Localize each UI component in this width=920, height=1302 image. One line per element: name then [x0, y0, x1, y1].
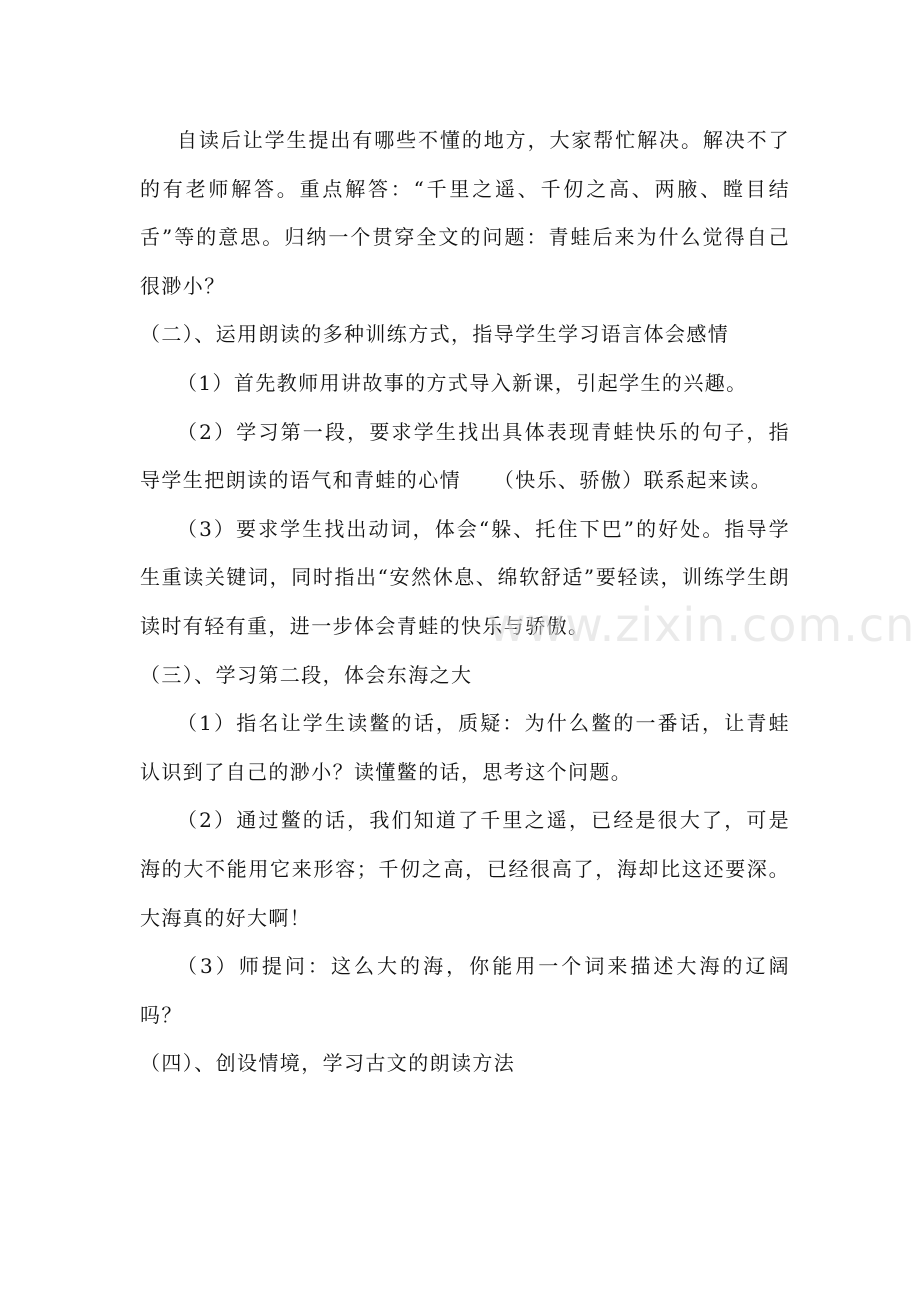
- paragraph-section3-step-2: （2）通过鳖的话，我们知道了千里之遥，已经是很大了，可是海的大不能用它来形容；千仞之高，已经很高了，海却比这还要深。大海真的好大啊！: [140, 808, 790, 930]
- section-heading-4: （四）、创设情境，学习古文的朗读方法: [140, 1051, 516, 1076]
- paragraph-section3-step-1: （1）指名让学生读鳖的话，质疑：为什么鳖的一番话，让青蛙认识到了自己的渺小？读懂鳖的话，思考这个问题。: [140, 711, 790, 784]
- section-heading-2: （二）、运用朗读的多种训练方式，指导学生学习语言体会感情: [140, 322, 730, 347]
- section-heading-3: （三）、学习第二段，体会东海之大: [140, 662, 473, 687]
- paragraph-step-2: （2）学习第一段，要求学生找出具体表现青蛙快乐的句子，指导学生把朗读的语气和青蛙的心情 （快乐、骄傲）联系起来读。: [140, 419, 790, 493]
- paragraph-step-3: （3）要求学生找出动词，体会“躲、托住下巴”的好处。指导学生重读关键词，同时指出“安然休息、绵软舒适”要轻读，训练学生朗读时有轻有重，进一步体会青蛙的快乐与骄傲。: [140, 516, 790, 638]
- paragraph-section3-step-3: （3）师提问：这么大的海，你能用一个词来描述大海的辽阔吗？: [140, 954, 790, 1027]
- paragraph-step-1: （1）首先教师用讲故事的方式导入新课，引起学生的兴趣。: [177, 370, 748, 395]
- paragraph-self-reading: 自读后让学生提出有哪些不懂的地方，大家帮忙解决。解决不了的有老师解答。重点解答：“千里之遥、千仞之高、两腋、瞠目结舌”等的意思。归纳一个贯穿全文的问题：青蛙后来为什么觉得自己很渺小？: [140, 128, 790, 298]
- document-body: [140, 116, 790, 1088]
- watermark: www.zixin.com.cn: [488, 598, 916, 652]
